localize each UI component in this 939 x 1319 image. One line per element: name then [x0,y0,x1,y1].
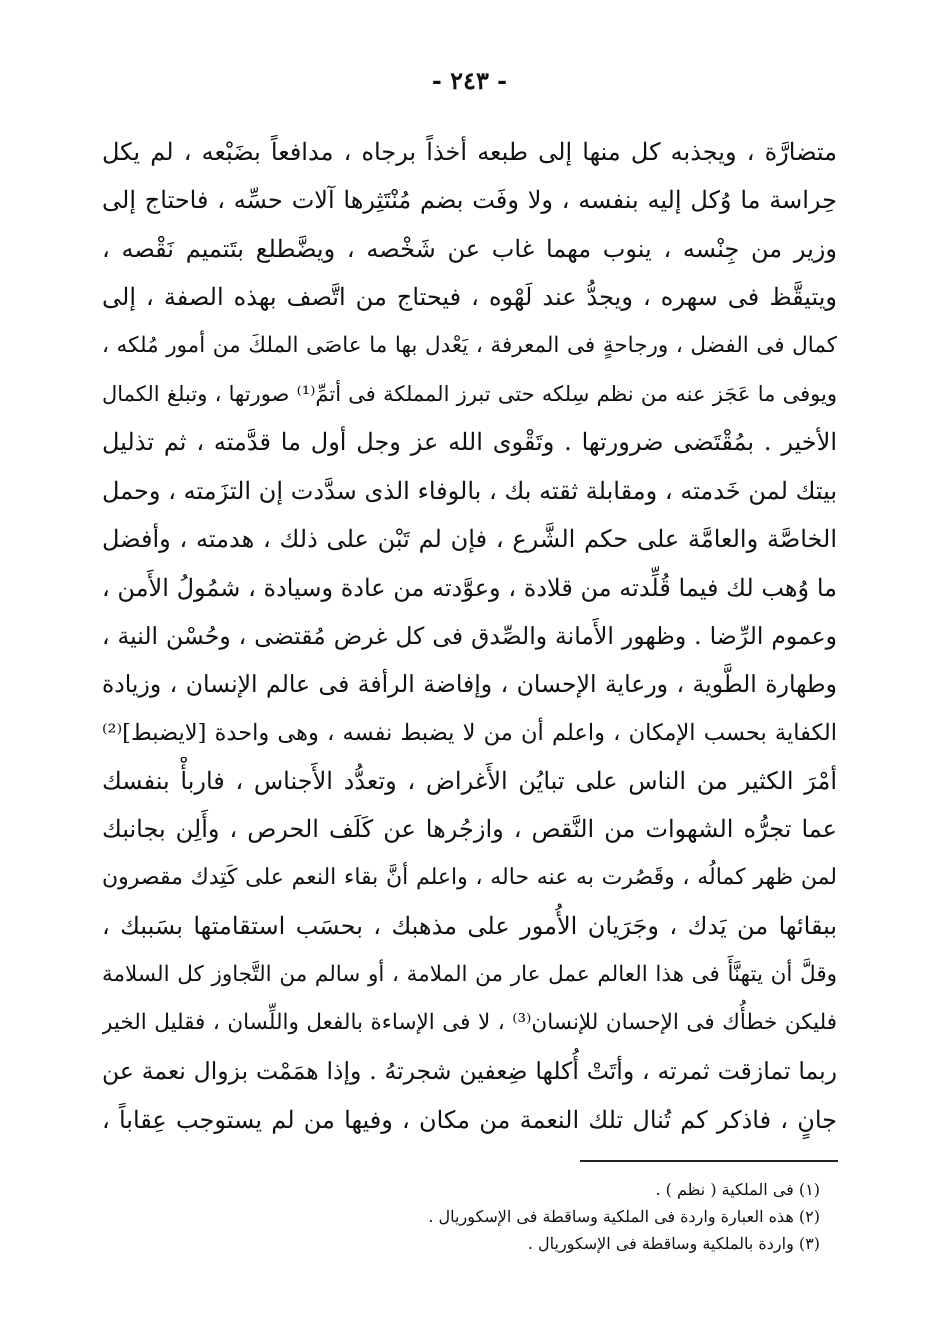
footnote: (١) فى الملكية ( نظم ) . [655,1180,820,1199]
text-line: ربما تمازقت ثمرته ، وأتَتْ أُكلها ضِعفين شجرتهُ . وإذا همَمْت بزوال نعمة عن [102,1057,837,1086]
text-line: الخاصَّة والعامَّة على حكم الشَّرع ، فإن لم تَبْن على ذلك ، هدمته ، وأفضل [102,525,837,554]
body-text [102,128,837,1144]
text-line: ويتيقَّظ فى سهره ، ويجدُّ عند لَهْوه ، فيحتاج من اتَّصف بهذه الصفة ، إلى [102,283,837,312]
text-line: عما تجرُّه الشهوات من النَّقص ، وازجُرها عن كَلَف الحرص ، وأَلِن بجانبك [102,815,837,844]
page-number: - ٢٤٣ - [431,66,508,95]
footnote: (٣) واردة بالملكية وساقطة فى الإسكوريال . [527,1234,820,1253]
text-line: لمن ظهر كمالُه ، وقَصُرت به عنه حاله ، واعلم أنَّ بقاء النعم على كَتِدك مقصرون [102,864,837,890]
text-line: الكفاية بحسب الإمكان ، واعلم أن من لا يضبط نفسه ، وهى واحدة [لايضبط]⁽²⁾ [102,719,837,746]
text-line: فليكن خطأُك فى الإحسان للإنسان⁽³⁾ ، لا فى الإساءة بالفعل واللِّسان ، فقليل الخير [102,1010,837,1036]
text-line: ما وُهب لك فيما قُلِّدته من قلادة ، وعوَّدته من عادة وسيادة ، شمُولُ الأَمن ، [102,573,837,602]
footnotes [300,1176,820,1257]
text-line: ببقائها من يَدك ، وجَرَيان الأُمور على مذهبك ، بحسَب استقامتها بسَببك ، [102,912,837,941]
text-line: متضارَّة ، ويجذبه كل منها إلى طبعه أخذاً برجاه ، مدافعاً بضَبْعه ، لم يكل [102,138,837,166]
footnote: (٢) هذه العبارة واردة فى الملكية وساقطة فى الإسكوريال . [428,1207,820,1226]
footnote-divider [580,1160,838,1162]
text-line: وطهارة الطَّوية ، ورعاية الإحسان ، وإفاضة الرأفة فى عالم الإنسان ، وزيادة [102,670,837,699]
text-line: وزير من جِنْسه ، ينوب مهما غاب عن شَخْصه ، ويضَّطلع بتَتميم نَقْصه ، [102,234,837,263]
text-line: بيتك لمن خَدمته ، ومقابلة ثقته بك ، بالوفاء الذى سدَّدت إن التزَمته ، وحمل [102,476,837,505]
text-line: وعموم الرِّضا . وظهور الأَمانة والصِّدق فى كل غرض مُقتضى ، وحُسْن النية ، [102,621,837,650]
text-line: وقلَّ أن يتهنَّأَ فى هذا العالم عمل عار من الملامة ، أو سالم من التَّجاوز كل السلامة [102,961,837,987]
text-line: حِراسة ما وُكل إليه بنفسه ، ولا وفَت بضم مُنْتَثِرها آلات حسِّه ، فاحتاج إلى [102,186,837,215]
text-line: ويوفى ما عَجَز عنه من نظم سِلكه حتى تبرز المملكة فى أتمِّ⁽¹⁾ صورتها ، وتبلغ الكمال [102,381,837,406]
text-line: جانٍ ، فاذكر كم تُنال تلك النعمة من مكان ، وفيها من لم يستوجب عِقاباً ، [102,1105,837,1134]
text-line: الأخير . بمُقْتَضى ضرورتها . وتَقْوى الله عز وجل أول ما قدَّمته ، ثم تذليل [102,428,837,457]
text-line: كمال فى الفضل ، ورجاحةٍ فى المعرفة ، يَعْدل بها ما عاصَى الملكَ من أمور مُلكه ، [102,332,837,358]
text-line: أمْرَ الكثير من الناس على تبايُن الأَغراض ، وتعدُّد الأَجناس ، فاربأْ بنفسك [102,767,837,796]
